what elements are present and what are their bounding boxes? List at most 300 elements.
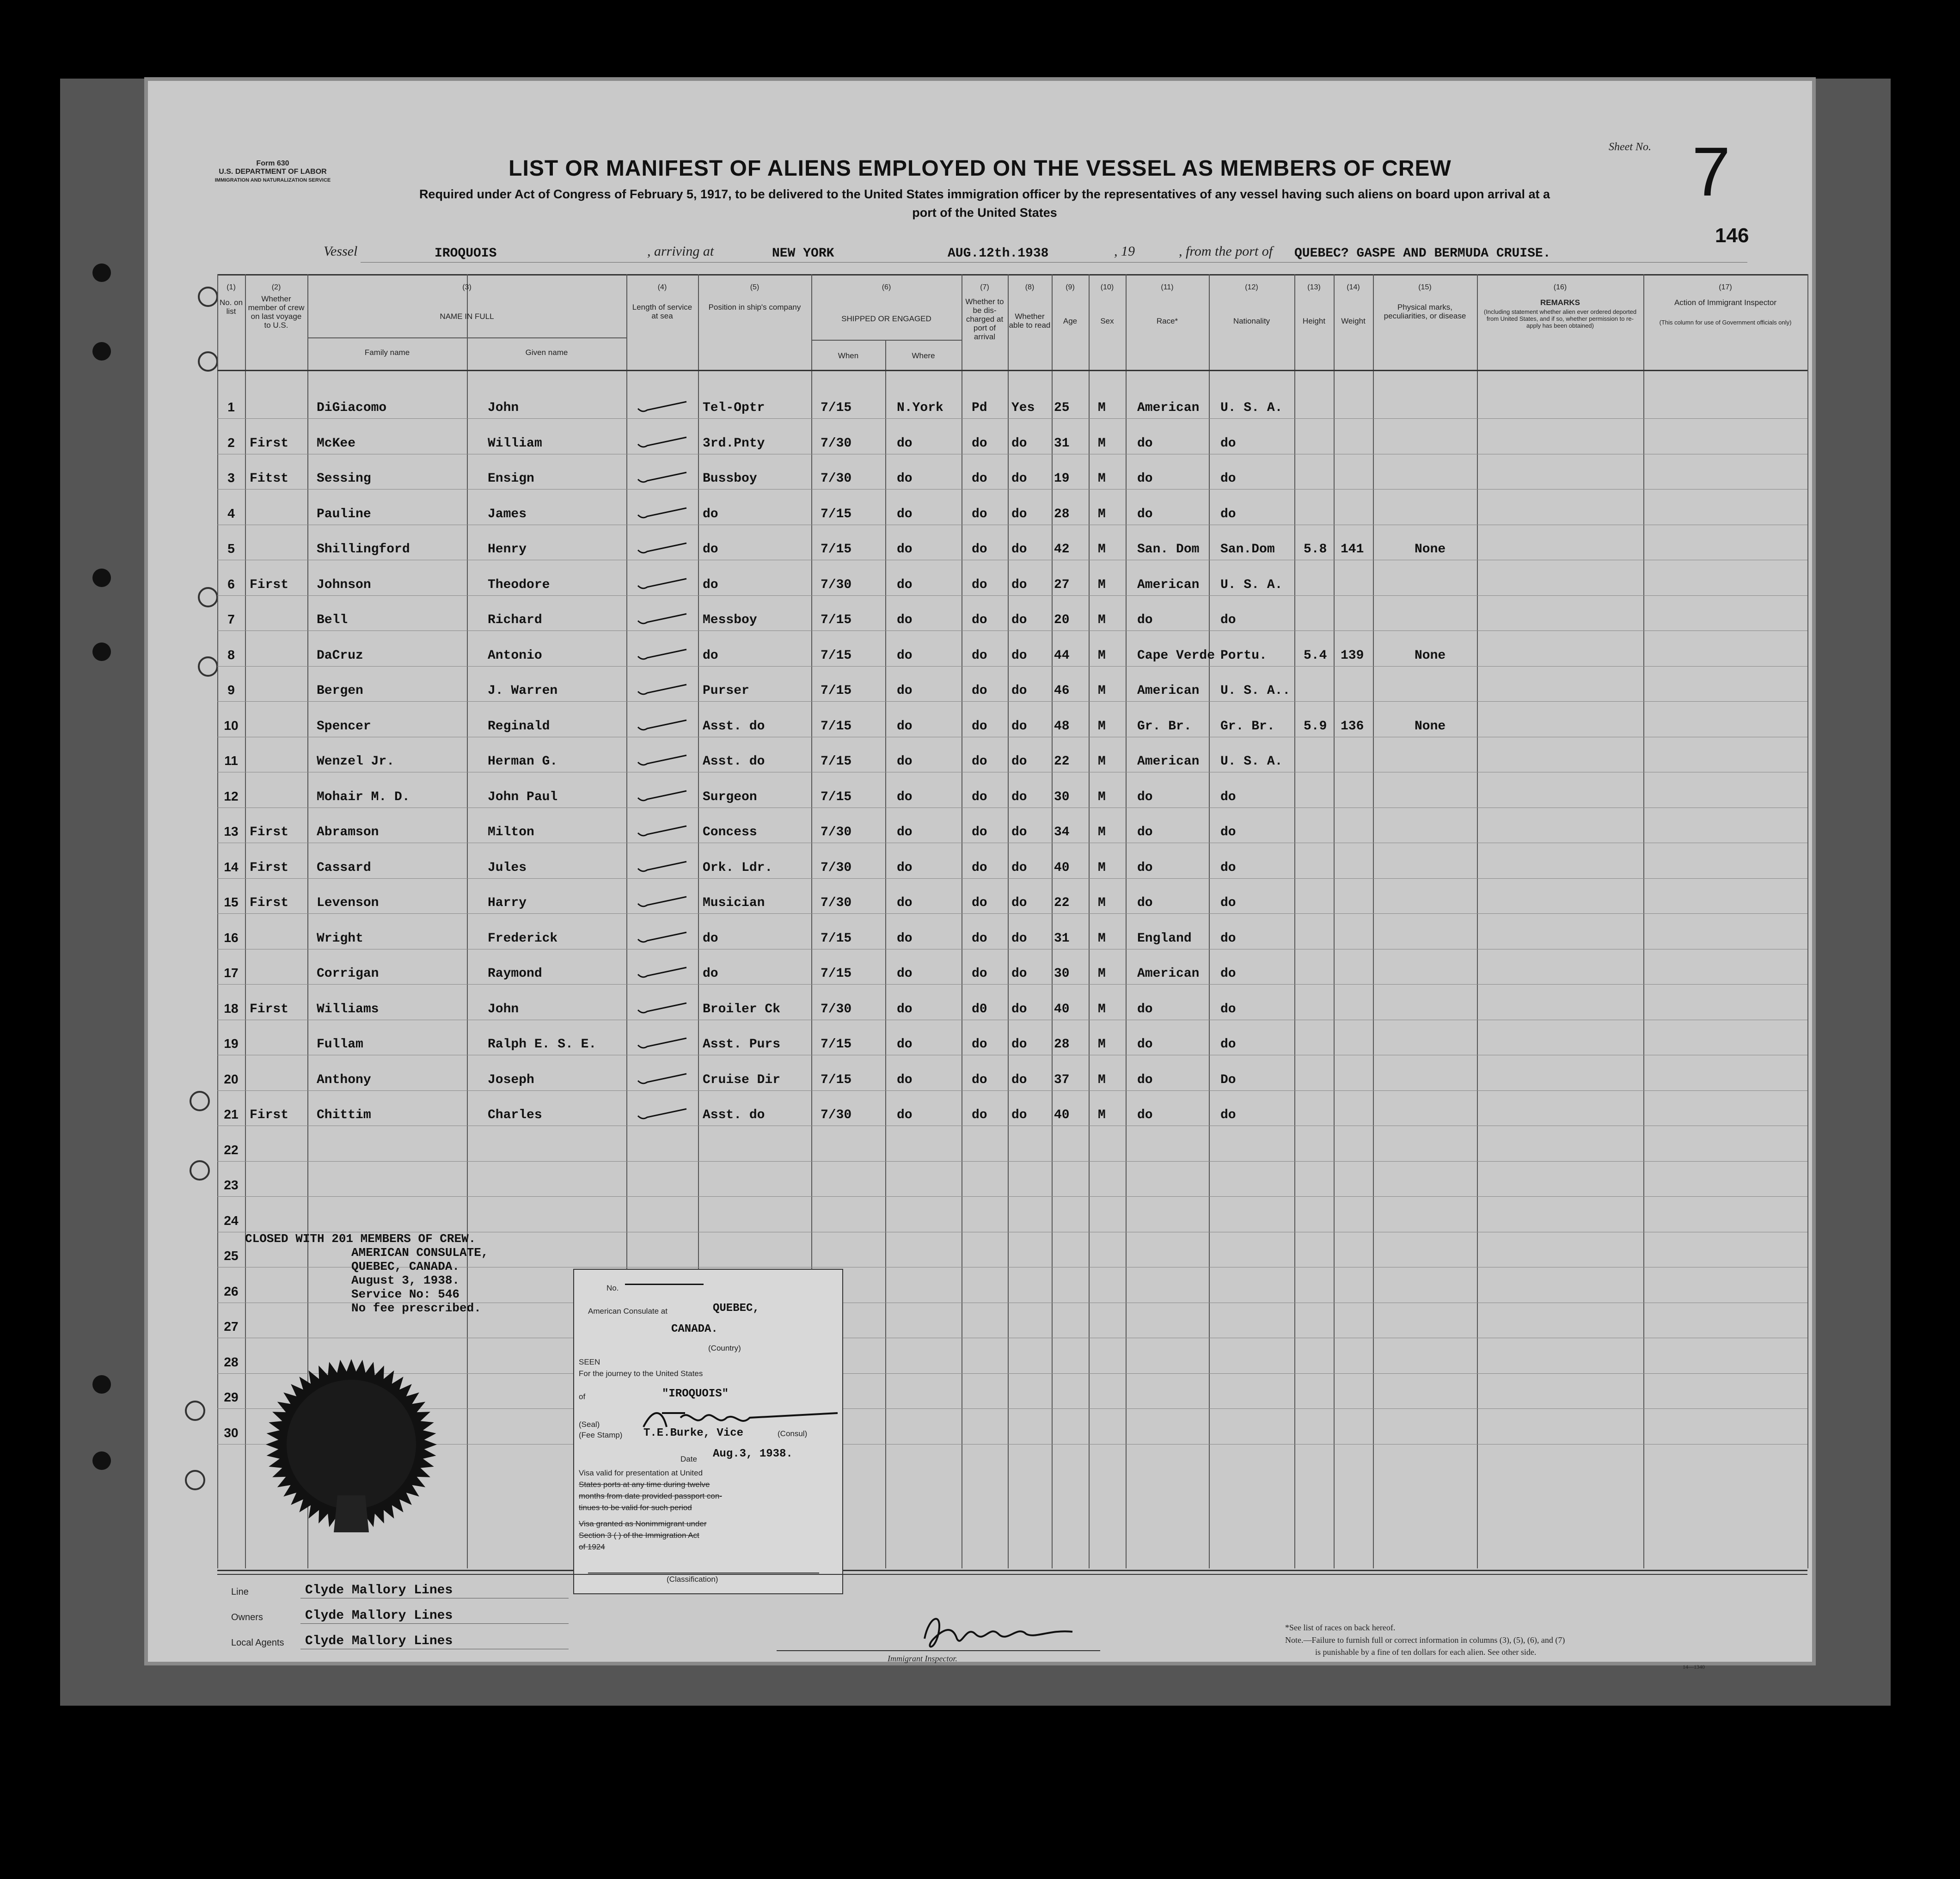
- cell-read: do: [1011, 1002, 1027, 1016]
- cell-sex: M: [1098, 860, 1106, 875]
- cell-sex: M: [1098, 790, 1106, 804]
- year-label: , 19: [1114, 244, 1135, 259]
- cell-disch: do: [972, 931, 987, 946]
- cell-where: N.York: [897, 401, 943, 415]
- stamp-of-label: of: [579, 1392, 586, 1401]
- cell-disch: do: [972, 542, 987, 557]
- cell-sex: M: [1098, 754, 1106, 769]
- header-discharged: Whether to be dis-charged at port of arrival: [965, 297, 1004, 341]
- cell-read: do: [1011, 1108, 1027, 1122]
- cell-given: Theodore: [488, 577, 550, 592]
- closing-line-6: No fee prescribed.: [351, 1301, 481, 1315]
- row-number: 29: [224, 1390, 239, 1404]
- col-num-8: (8): [1025, 283, 1035, 291]
- cell-where: do: [897, 648, 913, 663]
- binder-hole: [92, 643, 111, 661]
- binder-hole: [92, 1451, 111, 1470]
- stamp-consul-label: (Consul): [778, 1429, 808, 1438]
- form-number: Form 630: [256, 159, 289, 167]
- cell-sex: M: [1098, 931, 1106, 946]
- cell-family: DiGiacomo: [317, 401, 387, 415]
- header-remarks: REMARKS: [1540, 298, 1580, 307]
- cell-where: do: [897, 1108, 913, 1122]
- cell-where: do: [897, 967, 913, 981]
- cell-when: 7/15: [821, 613, 852, 627]
- cell-disch: do: [972, 790, 987, 804]
- arriving-label: , arriving at: [647, 244, 714, 259]
- crew-table: [217, 274, 1807, 1571]
- cell-when: 7/15: [821, 542, 852, 557]
- row-rule: [217, 666, 1807, 667]
- cell-where: do: [897, 931, 913, 946]
- cell-position: do: [703, 648, 718, 663]
- cell-nat: do: [1220, 1037, 1236, 1052]
- cell-where: do: [897, 1037, 913, 1052]
- row-number: 14: [224, 859, 239, 874]
- header-remarks-note: (Including statement whether alien ever ordered deported from United States, and if so, whether permission to re-apply has been obtained): [1483, 308, 1637, 329]
- cell-given: Antonio: [488, 648, 542, 663]
- row-number: 25: [224, 1249, 239, 1263]
- cell-first: First: [250, 860, 289, 875]
- row-number: 4: [227, 506, 235, 520]
- cell-position: Asst. do: [703, 1108, 765, 1122]
- row-number: 21: [224, 1107, 239, 1121]
- col-rule: [1294, 274, 1295, 1568]
- cell-when: 7/30: [821, 860, 852, 875]
- col-num-11: (11): [1161, 283, 1174, 291]
- cell-sex: M: [1098, 648, 1106, 663]
- service-check-icon: [636, 609, 691, 628]
- cell-position: Tel-Optr: [703, 401, 765, 415]
- shipping-line: Clyde Mallory Lines: [305, 1583, 453, 1597]
- cell-when: 7/30: [821, 896, 852, 910]
- cell-nat: U. S. A.: [1220, 401, 1283, 415]
- cell-race: Gr. Br.: [1137, 719, 1192, 734]
- row-rule: [217, 701, 1807, 702]
- cell-given: Ralph E. S. E.: [488, 1037, 597, 1052]
- row-number: 17: [224, 966, 239, 980]
- cell-family: Sessing: [317, 471, 371, 486]
- cell-nat: Portu.: [1220, 648, 1267, 663]
- cell-age: 22: [1054, 754, 1070, 769]
- cell-nat: do: [1220, 1002, 1236, 1016]
- cell-race: American: [1137, 401, 1200, 415]
- cell-age: 40: [1054, 1002, 1070, 1016]
- cell-position: Musician: [703, 896, 765, 910]
- row-number: 6: [227, 576, 235, 591]
- header-race: Race*: [1156, 317, 1178, 325]
- col-rule: [1089, 274, 1090, 1568]
- cell-first: First: [250, 1108, 289, 1122]
- cell-family: Fullam: [317, 1037, 363, 1052]
- cell-race: American: [1137, 967, 1200, 981]
- cell-when: 7/15: [821, 648, 852, 663]
- cell-given: Joseph: [488, 1072, 534, 1087]
- row-rule: [217, 489, 1807, 490]
- cell-marks: None: [1415, 719, 1446, 734]
- cell-weight: 136: [1341, 719, 1364, 734]
- service-check-icon: [636, 680, 691, 698]
- stamp-no-label: No.: [606, 1284, 619, 1292]
- cell-read: do: [1011, 754, 1027, 769]
- cell-family: Cassard: [317, 860, 371, 875]
- stamp-country: CANADA.: [671, 1323, 718, 1335]
- cell-race: San. Dom: [1137, 542, 1200, 557]
- cell-disch: do: [972, 436, 987, 451]
- consular-seal-icon: [263, 1357, 439, 1532]
- header-when: When: [838, 351, 859, 360]
- cell-race: Cape Verde: [1137, 648, 1215, 663]
- col-rule: [1477, 274, 1478, 1568]
- cell-race: American: [1137, 684, 1200, 698]
- stamp-classification: (Classification): [667, 1575, 718, 1584]
- row-number: 15: [224, 895, 239, 909]
- cell-read: do: [1011, 648, 1027, 663]
- vessel-name: IROQUOIS: [435, 246, 497, 261]
- header-physical-marks: Physical marks, peculiarities, or disease: [1384, 303, 1466, 320]
- cell-family: Abramson: [317, 825, 379, 839]
- cell-marks: None: [1415, 648, 1446, 663]
- service-check-icon: [636, 1034, 691, 1052]
- header-age: Age: [1063, 317, 1078, 325]
- cell-read: do: [1011, 790, 1027, 804]
- header-weight: Weight: [1341, 317, 1366, 325]
- stamp-date: Aug.3, 1938.: [713, 1448, 793, 1460]
- cell-age: 30: [1054, 790, 1070, 804]
- cell-race: do: [1137, 507, 1153, 521]
- cell-age: 28: [1054, 1037, 1070, 1052]
- cell-position: Purser: [703, 684, 749, 698]
- row-number: 13: [224, 824, 239, 839]
- cell-family: DaCruz: [317, 648, 363, 663]
- stamp-visa-line-6: Section 3 ( ) of the Immigration Act: [579, 1531, 699, 1540]
- arrival-port: NEW YORK: [772, 246, 834, 261]
- cell-family: Mohair M. D.: [317, 790, 410, 804]
- cell-family: Wenzel Jr.: [317, 754, 395, 769]
- col-num-14: (14): [1347, 283, 1360, 291]
- col-rule: [1334, 274, 1335, 1568]
- cell-where: do: [897, 436, 913, 451]
- cell-race: do: [1137, 1037, 1153, 1052]
- cell-disch: do: [972, 684, 987, 698]
- vessel-line: [148, 244, 1812, 267]
- binder-hole: [92, 569, 111, 587]
- inspector-signature-icon: [915, 1606, 1082, 1657]
- row-rule: [217, 878, 1807, 879]
- cell-position: do: [703, 967, 718, 981]
- cell-where: do: [897, 471, 913, 486]
- cell-nat: do: [1220, 896, 1236, 910]
- header-where: Where: [912, 351, 935, 360]
- col-num-3: (3): [462, 283, 472, 291]
- cell-sex: M: [1098, 967, 1106, 981]
- cell-when: 7/15: [821, 1072, 852, 1087]
- cell-age: 48: [1054, 719, 1070, 734]
- cell-read: do: [1011, 896, 1027, 910]
- header-position: Position in ship's company: [708, 303, 801, 312]
- inspector-label: Immigrant Inspector.: [888, 1654, 957, 1663]
- row-number: 12: [224, 789, 239, 803]
- cell-sex: M: [1098, 1002, 1106, 1016]
- service-check-icon: [636, 1104, 691, 1123]
- cell-race: do: [1137, 1002, 1153, 1016]
- cell-race: American: [1137, 577, 1200, 592]
- cell-nat: do: [1220, 931, 1236, 946]
- cell-race: do: [1137, 860, 1153, 875]
- cell-read: do: [1011, 684, 1027, 698]
- cell-given: Herman G.: [488, 754, 558, 769]
- cell-race: American: [1137, 754, 1200, 769]
- service-check-icon: [636, 928, 691, 946]
- cell-when: 7/30: [821, 825, 852, 839]
- cell-given: Jules: [488, 860, 527, 875]
- col-rule: [1643, 274, 1644, 1568]
- cell-position: Asst. Purs: [703, 1037, 781, 1052]
- cell-sex: M: [1098, 542, 1106, 557]
- service-check-icon: [636, 716, 691, 734]
- cell-age: 40: [1054, 1108, 1070, 1122]
- service-check-icon: [636, 751, 691, 769]
- sheet-label: Sheet No.: [1609, 141, 1651, 153]
- cell-given: John: [488, 1002, 519, 1016]
- cell-read: do: [1011, 860, 1027, 875]
- cell-when: 7/15: [821, 1037, 852, 1052]
- cell-first: First: [250, 1002, 289, 1016]
- row-number: 20: [224, 1071, 239, 1086]
- cell-age: 31: [1054, 436, 1070, 451]
- cell-race: do: [1137, 613, 1153, 627]
- cell-where: do: [897, 613, 913, 627]
- stamp-visa-line-3: months from date provided passport con-: [579, 1492, 722, 1500]
- cell-position: Messboy: [703, 613, 757, 627]
- cell-family: Chittim: [317, 1108, 371, 1122]
- cell-age: 37: [1054, 1072, 1070, 1087]
- cell-disch: do: [972, 648, 987, 663]
- cell-disch: do: [972, 825, 987, 839]
- service-check-icon: [636, 503, 691, 522]
- cell-given: Henry: [488, 542, 527, 557]
- subtitle-line-2: port of the United States: [912, 206, 1057, 220]
- cell-family: Corrigan: [317, 967, 379, 981]
- header-action-note: (This column for use of Government officials only): [1659, 319, 1792, 326]
- cell-where: do: [897, 896, 913, 910]
- cell-height: 5.4: [1304, 648, 1327, 663]
- col-num-12: (12): [1245, 283, 1258, 291]
- cell-given: James: [488, 507, 527, 521]
- cell-read: do: [1011, 967, 1027, 981]
- cell-when: 7/15: [821, 401, 852, 415]
- sheet-number: 7: [1692, 133, 1731, 210]
- cell-age: 31: [1054, 931, 1070, 946]
- row-rule: [217, 984, 1807, 985]
- stamp-journey: For the journey to the United States: [579, 1369, 703, 1378]
- cell-disch: do: [972, 1037, 987, 1052]
- cell-first: First: [250, 577, 289, 592]
- cell-given: Milton: [488, 825, 534, 839]
- cell-nat: Gr. Br.: [1220, 719, 1275, 734]
- cell-disch: do: [972, 471, 987, 486]
- cell-family: Levenson: [317, 896, 379, 910]
- row-rule: [217, 913, 1807, 914]
- service-check-icon: [636, 998, 691, 1017]
- row-number: 27: [224, 1319, 239, 1334]
- cell-age: 44: [1054, 648, 1070, 663]
- cell-age: 46: [1054, 684, 1070, 698]
- header-height: Height: [1302, 317, 1326, 325]
- cell-position: do: [703, 931, 718, 946]
- cell-sex: M: [1098, 1108, 1106, 1122]
- service-check-icon: [636, 539, 691, 557]
- cell-sex: M: [1098, 825, 1106, 839]
- cell-first: First: [250, 436, 289, 451]
- stamp-no-rule: [625, 1284, 704, 1285]
- manifest-title: LIST OR MANIFEST OF ALIENS EMPLOYED ON THE VESSEL AS MEMBERS OF CREW: [508, 156, 1452, 181]
- cell-sex: M: [1098, 436, 1106, 451]
- cell-given: John: [488, 401, 519, 415]
- col-rule: [217, 274, 218, 1568]
- closing-line-2: AMERICAN CONSULATE,: [351, 1246, 489, 1260]
- cell-sex: M: [1098, 1037, 1106, 1052]
- col-rule: [245, 274, 246, 1568]
- cell-family: Johnson: [317, 577, 371, 592]
- cell-family: Pauline: [317, 507, 371, 521]
- binder-hole: [92, 342, 111, 361]
- row-rule: [217, 1373, 1807, 1374]
- cell-disch: do: [972, 896, 987, 910]
- cell-when: 7/15: [821, 684, 852, 698]
- cell-height: 5.9: [1304, 719, 1327, 734]
- row-number: 1: [227, 400, 235, 414]
- row-number: 2: [227, 435, 235, 450]
- cell-when: 7/15: [821, 967, 852, 981]
- vessel-underline: [361, 262, 1747, 263]
- cell-read: do: [1011, 825, 1027, 839]
- col-num-16: (16): [1553, 283, 1567, 291]
- stamp-consulate: QUEBEC,: [713, 1302, 760, 1315]
- penalty-note-2: is punishable by a fine of ten dollars for each alien. See other side.: [1315, 1647, 1537, 1657]
- cell-family: McKee: [317, 436, 356, 451]
- col-num-13: (13): [1307, 283, 1321, 291]
- service-check-icon: [636, 397, 691, 416]
- row-rule: [217, 1161, 1807, 1162]
- cell-race: do: [1137, 1072, 1153, 1087]
- row-number: 26: [224, 1284, 239, 1298]
- stamp-visa-line-4: tinues to be valid for such period: [579, 1503, 692, 1512]
- cell-marks: None: [1415, 542, 1446, 557]
- col-num-5: (5): [750, 283, 760, 291]
- row-number: 11: [224, 753, 238, 768]
- row-number: 5: [227, 541, 235, 556]
- cell-weight: 141: [1341, 542, 1364, 557]
- binder-hole: [92, 1375, 111, 1394]
- cell-nat: do: [1220, 825, 1236, 839]
- cell-where: do: [897, 719, 913, 734]
- cell-nat: do: [1220, 967, 1236, 981]
- cell-position: Surgeon: [703, 790, 757, 804]
- row-number: 10: [224, 718, 239, 733]
- cell-where: do: [897, 507, 913, 521]
- cell-age: 34: [1054, 825, 1070, 839]
- cell-where: do: [897, 790, 913, 804]
- col-num-10: (10): [1100, 283, 1114, 291]
- service-check-icon: [636, 892, 691, 911]
- manifest-subtitle: [222, 185, 1747, 222]
- header-able-read: Whether able to read: [1009, 312, 1051, 330]
- header-no-on-list: No. on list: [219, 298, 243, 316]
- cell-sex: M: [1098, 613, 1106, 627]
- cell-when: 7/15: [821, 931, 852, 946]
- col-rule: [1373, 274, 1374, 1568]
- races-note: *See list of races on back hereof.: [1285, 1623, 1396, 1632]
- row-rule: [217, 1408, 1807, 1409]
- cell-disch: do: [972, 613, 987, 627]
- cell-given: Charles: [488, 1108, 542, 1122]
- cell-read: do: [1011, 507, 1027, 521]
- owners-label: Owners: [231, 1612, 263, 1622]
- cell-where: do: [897, 542, 913, 557]
- closing-line-3: QUEBEC, CANADA.: [351, 1260, 460, 1273]
- cell-read: do: [1011, 613, 1027, 627]
- service-check-icon: [636, 963, 691, 981]
- row-number: 7: [227, 612, 235, 626]
- cell-position: do: [703, 577, 718, 592]
- vessel-label: Vessel: [324, 244, 358, 259]
- cell-when: 7/30: [821, 436, 852, 451]
- cell-where: do: [897, 684, 913, 698]
- row-rule: [217, 1196, 1807, 1197]
- cell-where: do: [897, 825, 913, 839]
- cell-disch: do: [972, 860, 987, 875]
- cell-when: 7/15: [821, 790, 852, 804]
- header-length-service: Length of service at sea: [632, 303, 692, 320]
- cell-race: do: [1137, 436, 1153, 451]
- cell-given: Harry: [488, 896, 527, 910]
- cell-read: do: [1011, 719, 1027, 734]
- cell-where: do: [897, 754, 913, 769]
- cell-disch: d0: [972, 1002, 987, 1016]
- cell-family: Wright: [317, 931, 363, 946]
- col-num-2: (2): [271, 283, 281, 291]
- stamped-number: 146: [1715, 224, 1749, 247]
- cell-position: do: [703, 507, 718, 521]
- col-num-6: (6): [882, 283, 891, 291]
- manifest-page: [148, 81, 1812, 1670]
- cell-position: Bussboy: [703, 471, 757, 486]
- stamp-visa-line-1: Visa valid for presentation at United: [579, 1469, 703, 1477]
- subtitle-line-1: Required under Act of Congress of February 5, 1917, to be delivered to the United States immigration officer by the representatives of any vessel having such aliens on board upon arrival at a: [419, 187, 1550, 201]
- closing-line-5: Service No: 546: [351, 1287, 460, 1301]
- row-number: 16: [224, 930, 239, 945]
- cell-disch: do: [972, 967, 987, 981]
- stamp-date-label: Date: [680, 1455, 697, 1463]
- row-number: 30: [224, 1425, 239, 1440]
- cell-where: do: [897, 577, 913, 592]
- shipped-header-rule: [811, 340, 962, 341]
- cell-weight: 139: [1341, 648, 1364, 663]
- service-check-icon: [636, 433, 691, 451]
- cell-position: Broiler Ck: [703, 1002, 781, 1016]
- cell-disch: do: [972, 1072, 987, 1087]
- cell-family: Shillingford: [317, 542, 410, 557]
- row-rule: [217, 418, 1807, 419]
- agents-label: Local Agents: [231, 1638, 284, 1648]
- cell-family: Bell: [317, 613, 348, 627]
- cell-age: 19: [1054, 471, 1070, 486]
- cell-position: Asst. do: [703, 719, 765, 734]
- cell-when: 7/30: [821, 471, 852, 486]
- col-rule: [1209, 274, 1210, 1568]
- cell-position: Ork. Ldr.: [703, 860, 773, 875]
